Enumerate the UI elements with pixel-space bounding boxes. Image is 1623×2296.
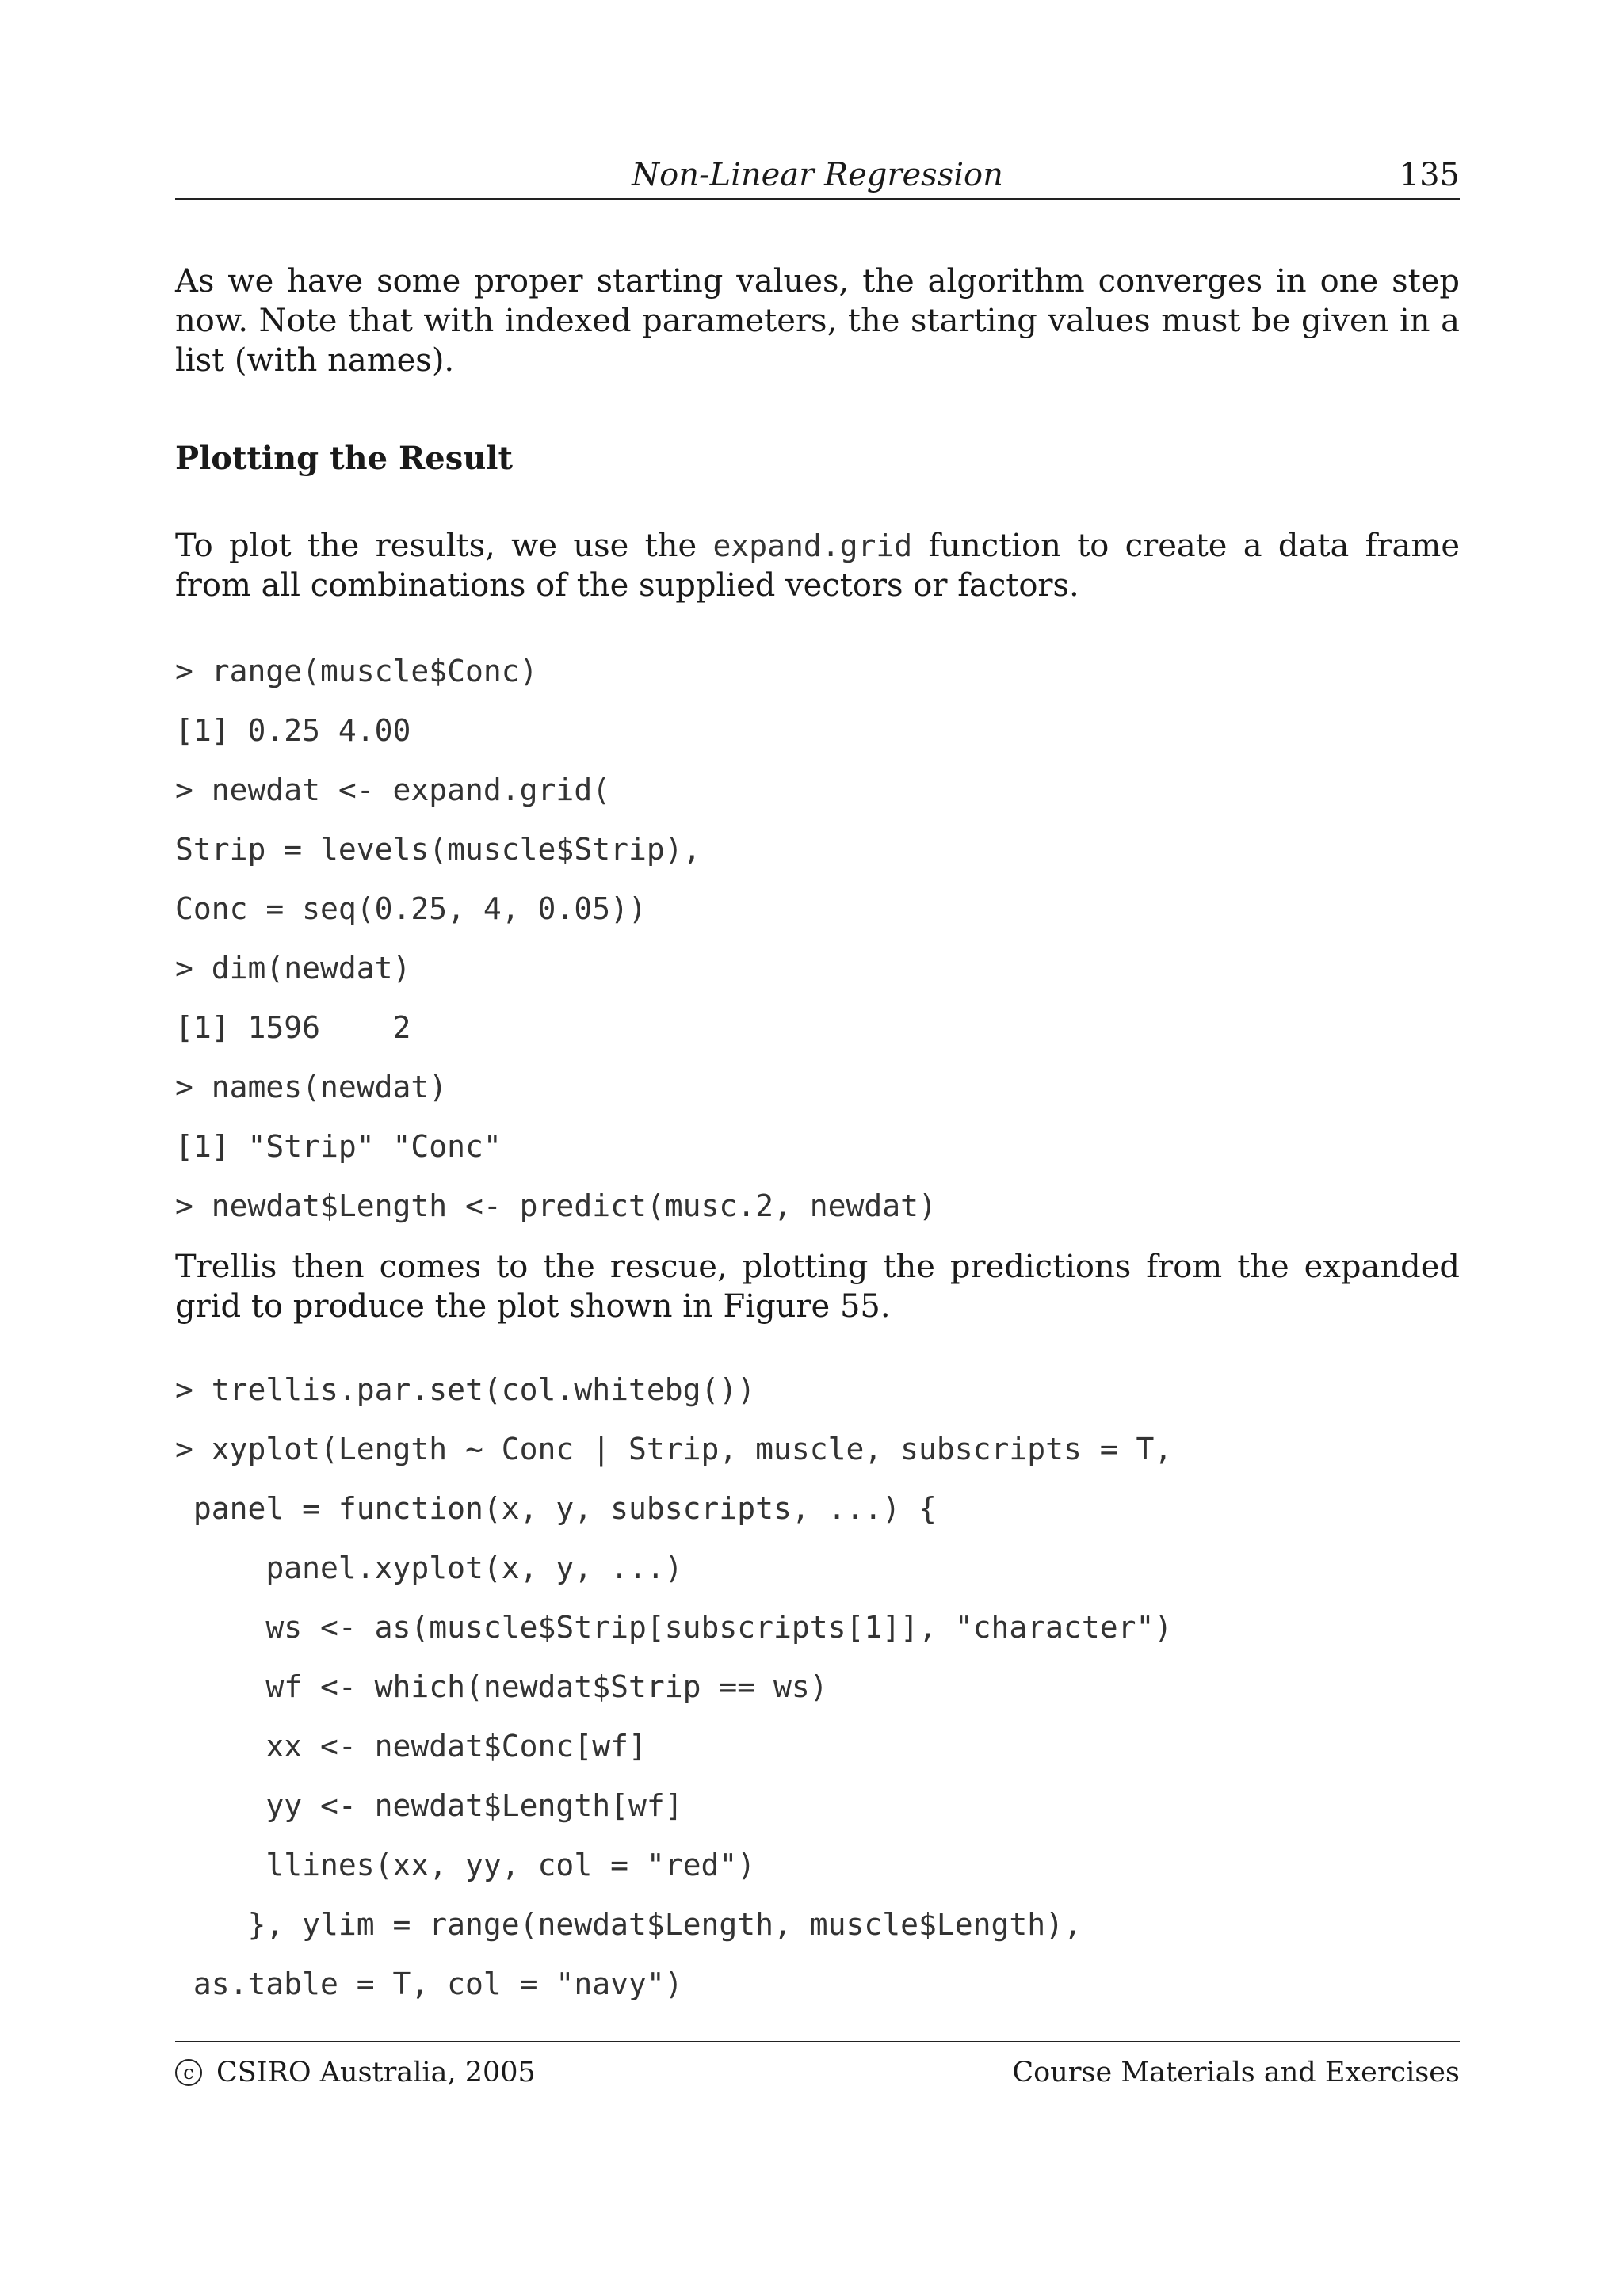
code-line: panel.xyplot(x, y, ...) [175, 1550, 683, 1585]
code-line: }, ylim = range(newdat$Length, muscle$Length), [175, 1907, 1082, 1942]
code-line: > newdat <- expand.grid( [175, 772, 611, 807]
code-line: ws <- as(muscle$Strip[subscripts[1]], "character") [175, 1610, 1173, 1645]
code-line: yy <- newdat$Length[wf] [175, 1788, 683, 1823]
code-block-1 [175, 642, 1460, 1236]
page-number: 135 [1399, 157, 1460, 193]
code-line: Conc = seq(0.25, 4, 0.05)) [175, 891, 647, 926]
code-line: > newdat$Length <- predict(musc.2, newdat) [175, 1188, 937, 1223]
page-header [175, 151, 1460, 200]
code-line: wf <- which(newdat$Strip == ws) [175, 1669, 828, 1704]
code-line: > dim(newdat) [175, 951, 411, 986]
code-line: > names(newdat) [175, 1070, 448, 1104]
code-block-2 [175, 1360, 1460, 2014]
code-line: as.table = T, col = "navy") [175, 1966, 683, 2001]
code-line: panel = function(x, y, subscripts, ...) { [175, 1491, 937, 1526]
code-line: llines(xx, yy, col = "red") [175, 1848, 756, 1882]
code-line: [1] "Strip" "Conc" [175, 1129, 502, 1164]
code-line: xx <- newdat$Conc[wf] [175, 1729, 647, 1764]
document-page [175, 0, 1460, 2296]
trellis-paragraph: Trellis then comes to the rescue, plotting the predictions from the expanded grid to produce the plot shown in Figure 55. [175, 1249, 1460, 1325]
code-line: Strip = levels(muscle$Strip), [175, 832, 701, 867]
copyright-notice [175, 2057, 536, 2088]
inline-code-expand-grid: expand.grid [712, 528, 913, 563]
copyright-icon: c [175, 2059, 202, 2086]
code-line: > trellis.par.set(col.whitebg()) [175, 1372, 756, 1407]
running-title: Non-Linear Regression [632, 157, 1003, 193]
section-heading: Plotting the Result [175, 440, 513, 477]
page-footer [175, 2041, 1460, 2098]
plot-paragraph-before: To plot the results, we use the [175, 528, 713, 564]
code-line: > range(muscle$Conc) [175, 654, 538, 688]
code-line: [1] 1596 2 [175, 1010, 411, 1045]
intro-paragraph: As we have some proper starting values, the algorithm converges in one step now. Note that with indexed parameters, the starting values must be given in a list (with names). [175, 263, 1460, 379]
plot-paragraph [175, 526, 1460, 605]
code-line: [1] 0.25 4.00 [175, 713, 411, 748]
code-line: > xyplot(Length ~ Conc | Strip, muscle, subscripts = T, [175, 1432, 1173, 1466]
plot-paragraph-after: function to create a data frame from all combinations of the supplied vectors or factors. [175, 528, 1460, 604]
copyright-text: CSIRO Australia, 2005 [216, 2057, 536, 2088]
course-title: Course Materials and Exercises [1012, 2057, 1460, 2088]
